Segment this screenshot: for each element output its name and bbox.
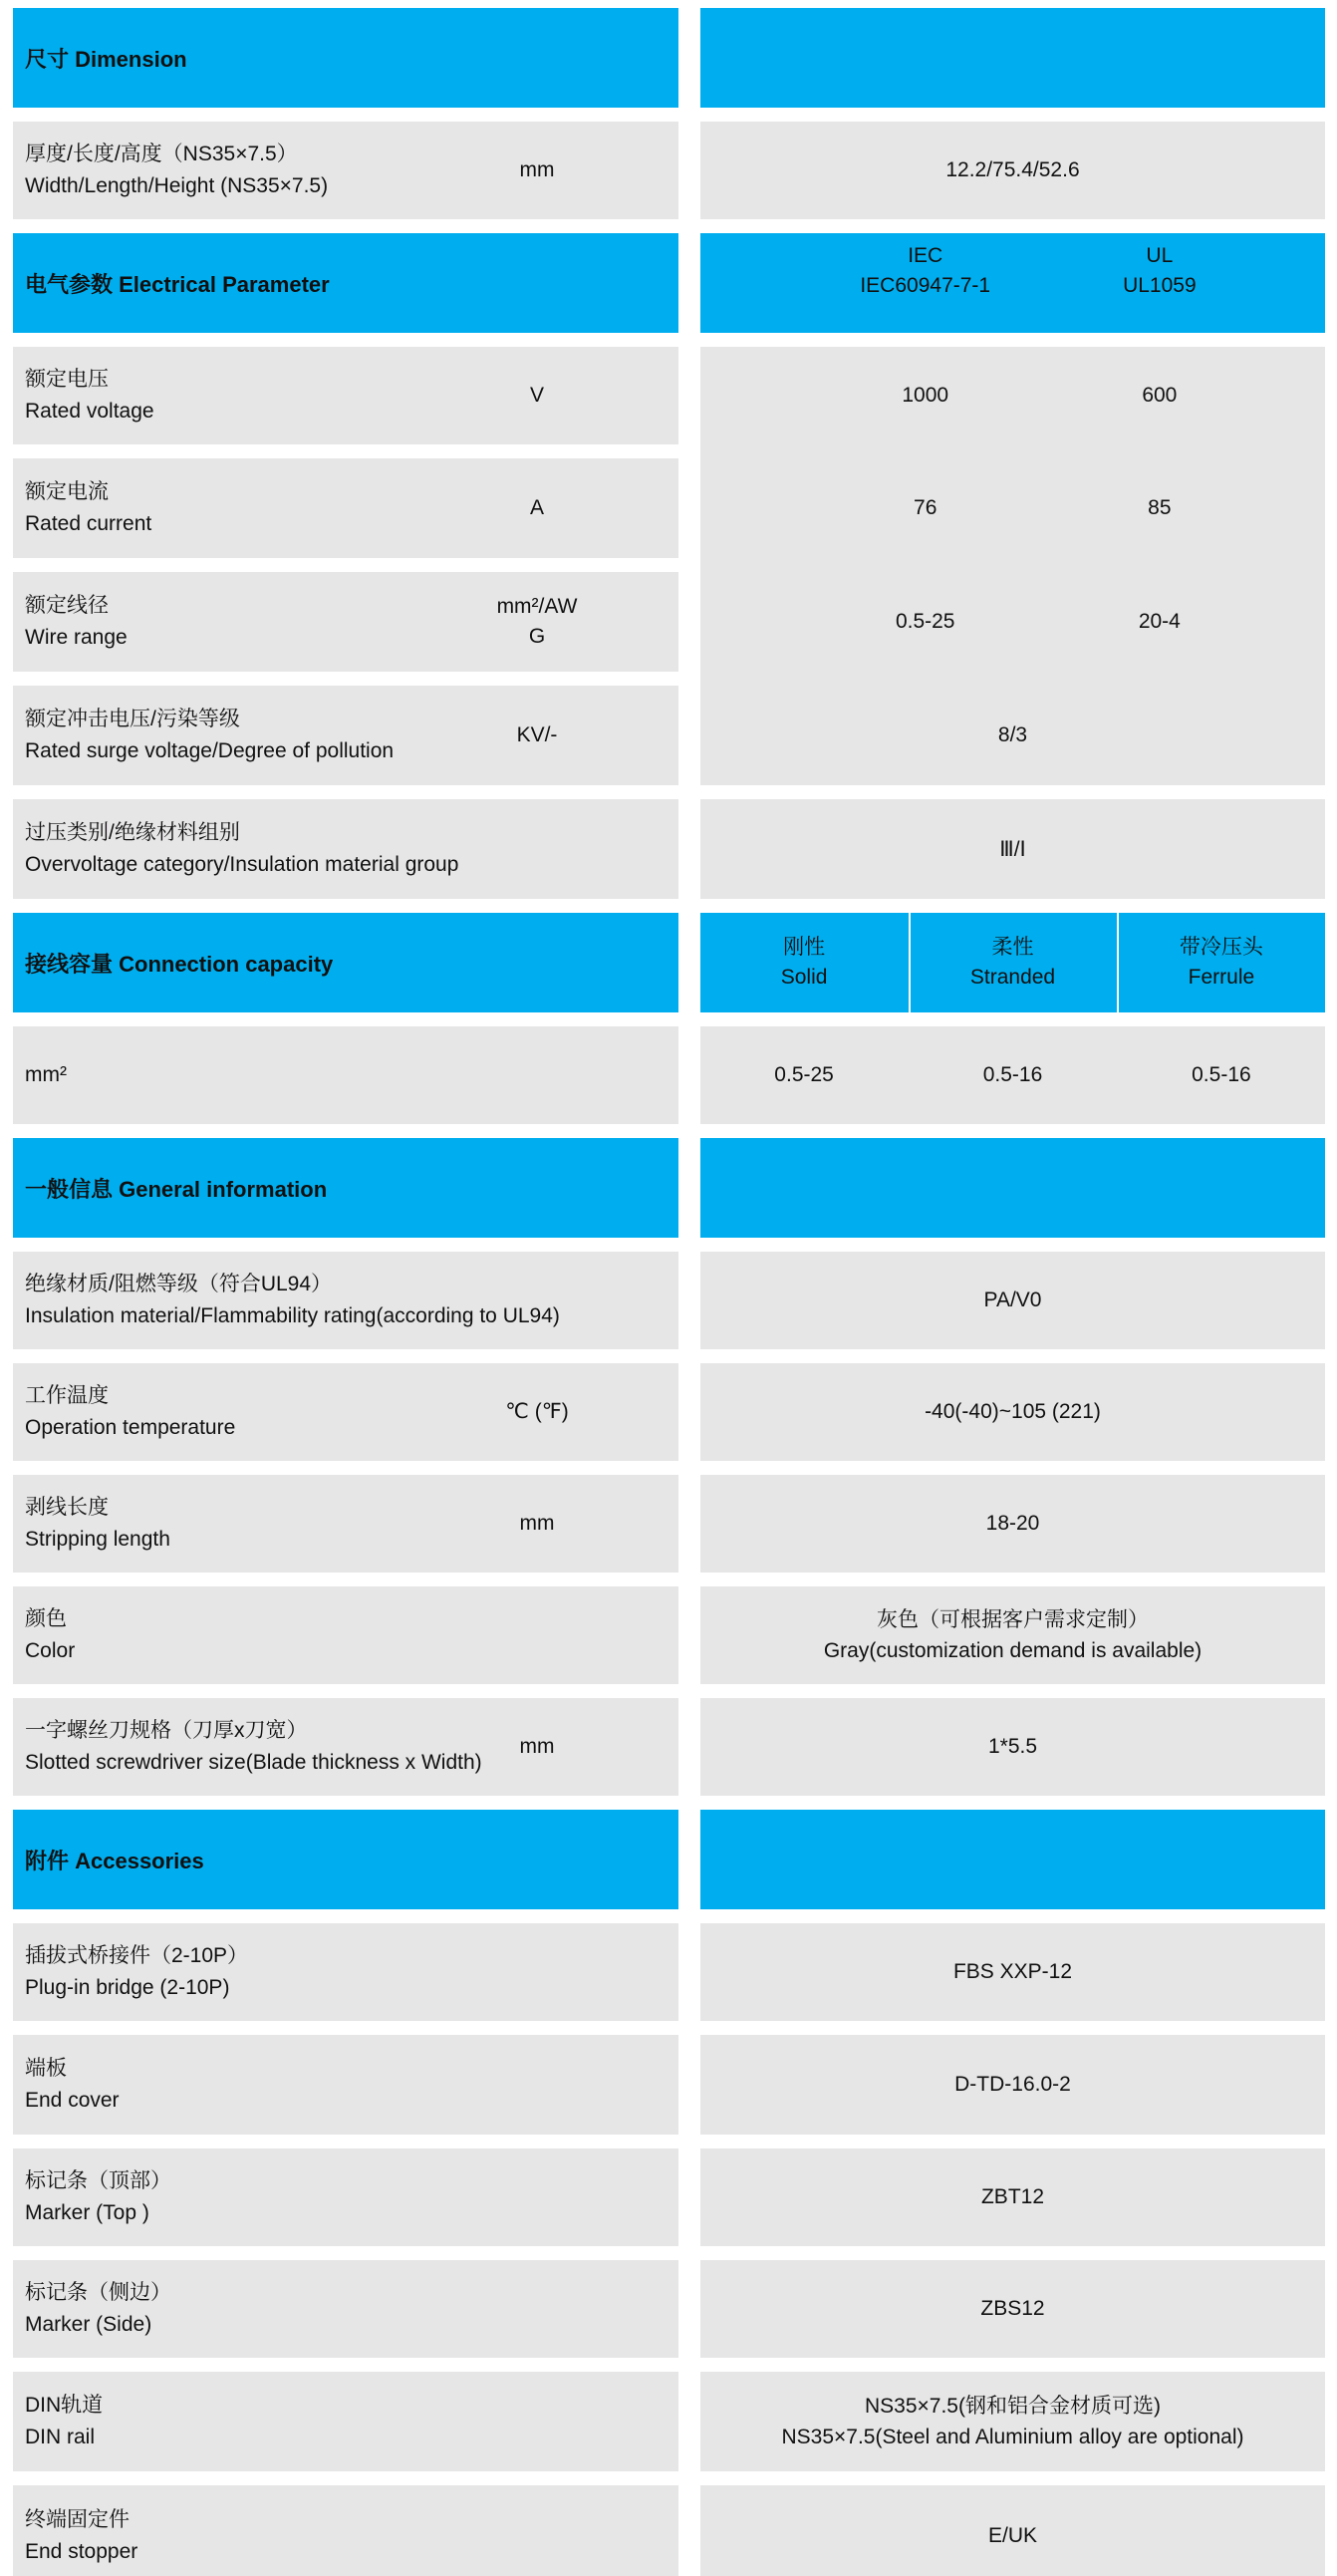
section-header-general xyxy=(13,1138,1325,1238)
label-en: End stopper xyxy=(25,2540,138,2563)
insulation-value-cell xyxy=(700,1252,1325,1349)
value-iec: 1000 xyxy=(902,384,949,407)
insulation-label-cell xyxy=(13,1252,678,1349)
column-divider xyxy=(1117,913,1119,1012)
value-line-zh: 灰色（可根据客户需求定制） xyxy=(877,1608,1149,1631)
wire-range-values xyxy=(700,572,1325,672)
row-label xyxy=(25,2390,583,2453)
overvoltage-value-cell xyxy=(700,799,1325,899)
row-value: ZBS12 xyxy=(980,2297,1045,2320)
accessories-header-right-cell xyxy=(700,1810,1325,1909)
label-zh: 剥线长度 xyxy=(25,1496,109,1519)
spec-row-dimension xyxy=(13,122,1325,219)
electrical-header-label: 电气参数 Electrical Parameter xyxy=(25,271,330,297)
label-en: Plug-in bridge (2-10P) xyxy=(25,1976,230,1999)
dimension-header-label: 尺寸 Dimension xyxy=(25,46,187,72)
label-zh: 额定冲击电压/污染等级 xyxy=(25,708,240,730)
row-value: FBS XXP-12 xyxy=(952,1960,1073,1983)
spec-row-color xyxy=(13,1586,1325,1684)
end-cover-value-cell xyxy=(700,2035,1325,2135)
standard-code: UL1059 xyxy=(1123,274,1197,297)
column-divider xyxy=(909,913,911,1012)
electrical-labels-column xyxy=(13,347,678,785)
row-unit: mm xyxy=(519,158,555,181)
value-ul: 85 xyxy=(1148,496,1172,519)
label-en: DIN rail xyxy=(25,2426,96,2448)
spec-row-overvoltage xyxy=(13,799,1325,899)
marker-top-label-cell xyxy=(13,2148,678,2246)
din-rail-label-cell xyxy=(13,2372,678,2471)
col-label-zh: 刚性 xyxy=(783,936,826,959)
spec-row-screwdriver xyxy=(13,1698,1325,1796)
col-ferrule xyxy=(1180,933,1263,993)
overvoltage-label-cell xyxy=(13,799,678,899)
label-en: Width/Length/Height (NS35×7.5) xyxy=(25,174,329,197)
general-header-right-cell xyxy=(700,1138,1325,1238)
label-en: Marker (Top ) xyxy=(25,2201,149,2224)
row-label xyxy=(25,364,493,428)
row-label xyxy=(25,2053,583,2117)
row-value: 12.2/75.4/52.6 xyxy=(945,158,1080,181)
row-label xyxy=(25,1492,493,1556)
row-value: 18-20 xyxy=(985,1512,1040,1535)
value-ferrule: 0.5-16 xyxy=(1192,1063,1251,1086)
label-en: Stripping length xyxy=(25,1528,170,1551)
marker-side-value-cell xyxy=(700,2260,1325,2358)
row-label xyxy=(25,1603,583,1667)
col-label-en: Solid xyxy=(780,966,828,989)
section-header-connection xyxy=(13,913,1325,1012)
label-zh: 厚度/长度/高度（NS35×7.5） xyxy=(25,143,298,165)
row-value: PA/V0 xyxy=(983,1288,1042,1311)
electrical-rows-band xyxy=(13,347,1325,785)
standard-col-ul xyxy=(1123,241,1197,301)
col-stranded xyxy=(970,933,1055,993)
label-zh: 额定电流 xyxy=(25,480,109,503)
marker-top-value-cell xyxy=(700,2148,1325,2246)
din-rail-value-cell xyxy=(700,2372,1325,2471)
col-label-en: Stranded xyxy=(969,966,1056,989)
standard-col-iec xyxy=(860,241,990,301)
spec-row-din-rail xyxy=(13,2372,1325,2471)
label-en: Wire range xyxy=(25,626,128,649)
row-value: -40(-40)~105 (221) xyxy=(925,1400,1101,1423)
color-value-cell xyxy=(700,1586,1325,1684)
label-zh: 插拔式桥接件（2-10P） xyxy=(25,1944,249,1967)
label-zh: 额定电压 xyxy=(25,368,109,391)
label-zh: 端板 xyxy=(25,2057,67,2080)
label-zh: 颜色 xyxy=(25,1607,67,1630)
rated-voltage-label-cell xyxy=(13,347,678,444)
row-label xyxy=(25,2165,583,2229)
screwdriver-value-cell xyxy=(700,1698,1325,1796)
row-value: ZBT12 xyxy=(980,2185,1045,2208)
spec-row-operation-temperature xyxy=(13,1363,1325,1461)
wire-range-label-cell xyxy=(13,572,678,672)
bridge-value-cell xyxy=(700,1923,1325,2021)
end-stopper-value-cell xyxy=(700,2485,1325,2576)
standard-code: IEC60947-7-1 xyxy=(860,274,991,297)
row-label xyxy=(25,1269,583,1332)
row-value: E/UK xyxy=(987,2524,1037,2547)
label-en: Overvoltage category/Insulation material group xyxy=(25,853,459,876)
label-zh: DIN轨道 xyxy=(25,2394,104,2417)
dimension-header-cell xyxy=(13,8,678,108)
spec-row-end-cover xyxy=(13,2035,1325,2135)
value-line-en: Gray(customization demand is available) xyxy=(823,1639,1203,1662)
row-label: mm² xyxy=(25,1063,67,1086)
electrical-header-cell xyxy=(13,233,678,333)
accessories-header-label: 附件 Accessories xyxy=(25,1848,204,1873)
standard-name: UL xyxy=(1146,244,1174,267)
spec-row-mm2 xyxy=(13,1026,1325,1124)
label-en: Color xyxy=(25,1639,76,1662)
row-value: Ⅲ/Ⅰ xyxy=(999,837,1026,861)
label-en: Operation temperature xyxy=(25,1416,236,1439)
label-zh: 绝缘材质/阻燃等级（符合UL94） xyxy=(25,1273,333,1295)
row-value: 1*5.5 xyxy=(987,1735,1038,1758)
value-line-zh: NS35×7.5(钢和铝合金材质可选) xyxy=(865,2395,1161,2418)
rated-voltage-values xyxy=(700,347,1325,444)
label-zh: 工作温度 xyxy=(25,1384,109,1407)
dimension-header-right-cell xyxy=(700,8,1325,108)
rated-current-label-cell xyxy=(13,458,678,558)
section-header-dimension xyxy=(13,8,1325,108)
section-header-electrical xyxy=(13,233,1325,333)
label-zh: 过压类别/绝缘材料组别 xyxy=(25,821,240,844)
row-unit: mm xyxy=(519,1512,555,1535)
temperature-value-cell xyxy=(700,1363,1325,1461)
row-label xyxy=(25,1380,493,1444)
label-en: End cover xyxy=(25,2089,120,2112)
stripping-value-cell xyxy=(700,1475,1325,1573)
row-label xyxy=(25,704,493,767)
row-value: 8/3 xyxy=(997,723,1028,746)
col-label-zh: 柔性 xyxy=(991,936,1034,959)
accessories-header-cell xyxy=(13,1810,678,1909)
row-unit: ℃ (℉) xyxy=(505,1400,569,1423)
label-zh: 额定线径 xyxy=(25,594,109,617)
screwdriver-label-cell xyxy=(13,1698,678,1796)
dimension-value-cell xyxy=(700,122,1325,219)
row-label xyxy=(25,2504,583,2568)
label-zh: 标记条（侧边） xyxy=(25,2281,171,2304)
row-value xyxy=(824,1604,1202,1666)
general-header-label: 一般信息 General information xyxy=(25,1176,328,1202)
spec-row-marker-top xyxy=(13,2148,1325,2246)
row-unit: V xyxy=(529,384,544,407)
row-label xyxy=(25,1715,493,1779)
row-label xyxy=(25,139,493,202)
row-label xyxy=(25,1940,583,2004)
electrical-values-cell xyxy=(700,347,1325,785)
row-unit: mm²/AWG xyxy=(496,595,578,648)
spec-row-stripping-length xyxy=(13,1475,1325,1573)
label-zh: 标记条（顶部） xyxy=(25,2169,171,2192)
label-en: Slotted screwdriver size(Blade thickness x Width) xyxy=(25,1751,482,1774)
electrical-standards-cell xyxy=(700,233,1325,333)
mm2-values-cell xyxy=(700,1026,1325,1124)
temperature-label-cell xyxy=(13,1363,678,1461)
connection-header-label: 接线容量 Connection capacity xyxy=(25,951,334,977)
value-iec: 0.5-25 xyxy=(895,610,955,633)
row-label xyxy=(25,2277,583,2341)
row-value: D-TD-16.0-2 xyxy=(954,2073,1071,2096)
marker-side-label-cell xyxy=(13,2260,678,2358)
section-header-accessories xyxy=(13,1810,1325,1909)
end-stopper-label-cell xyxy=(13,2485,678,2576)
col-solid xyxy=(781,933,828,993)
label-en: Rated surge voltage/Degree of pollution xyxy=(25,739,395,762)
connection-header-cell xyxy=(13,913,678,1012)
rated-current-values xyxy=(700,458,1325,558)
value-ul: 600 xyxy=(1142,384,1178,407)
row-unit: A xyxy=(529,496,544,519)
label-zh: 终端固定件 xyxy=(25,2508,130,2531)
value-iec: 76 xyxy=(914,496,937,519)
spec-row-plug-in-bridge xyxy=(13,1923,1325,2021)
row-unit: mm xyxy=(519,1735,555,1758)
label-en: Marker (Side) xyxy=(25,2313,152,2336)
value-ul: 20-4 xyxy=(1138,610,1181,633)
label-en: Insulation material/Flammability rating(according to UL94) xyxy=(25,1304,560,1327)
row-value xyxy=(781,2391,1243,2452)
standard-name: IEC xyxy=(908,244,943,267)
dimension-label-cell xyxy=(13,122,678,219)
color-label-cell xyxy=(13,1586,678,1684)
row-label xyxy=(25,476,493,540)
surge-voltage-label-cell xyxy=(13,686,678,785)
general-header-cell xyxy=(13,1138,678,1238)
stripping-label-cell xyxy=(13,1475,678,1573)
mm2-label-cell xyxy=(13,1026,678,1124)
label-en: Rated current xyxy=(25,512,152,535)
row-label xyxy=(25,590,493,654)
spec-row-insulation xyxy=(13,1252,1325,1349)
value-line-en: NS35×7.5(Steel and Aluminium alloy are optional) xyxy=(781,2426,1244,2448)
end-cover-label-cell xyxy=(13,2035,678,2135)
surge-voltage-value xyxy=(700,686,1325,785)
label-en: Rated voltage xyxy=(25,400,154,423)
row-label xyxy=(25,817,583,881)
col-label-en: Ferrule xyxy=(1188,966,1255,989)
spec-row-end-stopper xyxy=(13,2485,1325,2576)
value-solid: 0.5-25 xyxy=(774,1063,834,1086)
connection-columns-cell xyxy=(700,913,1325,1012)
value-stranded: 0.5-16 xyxy=(982,1063,1043,1086)
bridge-label-cell xyxy=(13,1923,678,2021)
row-unit: KV/- xyxy=(516,723,558,746)
col-label-zh: 带冷压头 xyxy=(1179,936,1263,959)
spec-row-marker-side xyxy=(13,2260,1325,2358)
label-zh: 一字螺丝刀规格（刀厚x刀宽） xyxy=(25,1719,308,1742)
